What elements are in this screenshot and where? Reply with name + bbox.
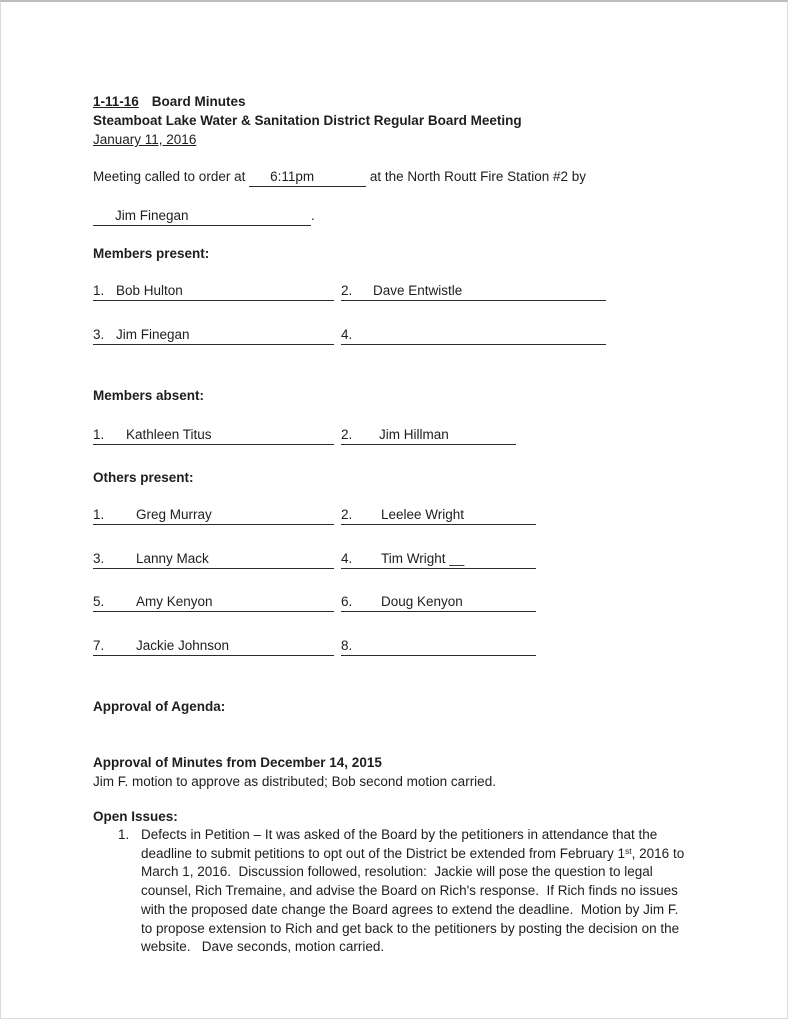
person-name: Doug Kenyon (381, 594, 463, 609)
row-number: 1. (93, 427, 105, 442)
person-name: Bob Hulton (116, 283, 183, 298)
open-issues-heading: Open Issues: (93, 809, 178, 824)
row-number: 1. (93, 507, 105, 522)
issue-text-part1: Defects in Petition – It was asked of the Board by the petitioners in attendance that the deadline to submit petitions to opt out of the District be extended from February 1 (141, 827, 662, 861)
chair-value: Jim Finegan (115, 208, 189, 223)
person-name: Jim Finegan (116, 327, 190, 342)
approval-minutes-heading: Approval of Minutes from December 14, 2015 (93, 755, 382, 770)
roster-slot (93, 425, 334, 445)
roster-slot (93, 281, 334, 301)
call-to-order-line-1 (93, 167, 691, 187)
person-name: Jackie Johnson (136, 638, 230, 653)
call-suffix: . (311, 208, 315, 223)
call-to-order-line-2 (93, 206, 691, 226)
row-number: 4. (341, 551, 353, 566)
roster-slot (341, 425, 516, 445)
roster-slot (93, 592, 334, 612)
others-present-heading: Others present: (93, 470, 194, 485)
approval-minutes-body: Jim F. motion to approve as distributed; Bob second motion carried. (93, 774, 496, 789)
members-absent-row-1 (93, 425, 691, 450)
roster-slot (93, 549, 334, 569)
others-present-row-2 (93, 549, 691, 574)
roster-slot (93, 636, 334, 656)
row-number: 2. (341, 427, 353, 442)
meeting-date: January 11, 2016 (93, 132, 197, 147)
person-name: Tim Wright __ (381, 551, 465, 566)
issue-text-part2: , 2016 to March 1, 2016. Discussion followed, resolution: Jackie will pose the question to legal counsel, Rich Tremaine, and advise the Board on Rich's response. If Rich finds no issues with the proposed date change the Board agrees to extend the deadline. Motion by Jim F. to propose extension to Rich and get back to the petitioners by posting the decision on the website. Dave seconds, motion carried. (141, 845, 688, 955)
members-present-row-2 (93, 325, 691, 350)
issue-text (141, 826, 693, 957)
roster-slot (341, 549, 536, 569)
chair-blank-field (93, 206, 311, 226)
title-text: Board Minutes (151, 94, 246, 109)
person-name: Amy Kenyon (136, 594, 213, 609)
roster-slot (341, 505, 536, 525)
row-number: 3. (93, 551, 105, 566)
members-present-heading: Members present: (93, 246, 210, 261)
roster-slot (341, 281, 606, 301)
open-issue-item-1 (93, 826, 691, 957)
row-number: 8. (341, 638, 353, 653)
roster-slot (93, 505, 334, 525)
row-number: 5. (93, 594, 105, 609)
approval-agenda-heading: Approval of Agenda: (93, 699, 226, 714)
ordinal-superscript: st (625, 845, 632, 856)
row-number: 7. (93, 638, 105, 653)
person-name: Jim Hillman (379, 427, 449, 442)
roster-slot (341, 592, 536, 612)
row-number: 2. (341, 283, 353, 298)
others-present-row-3 (93, 592, 691, 617)
subtitle: Steamboat Lake Water & Sanitation District Regular Board Meeting (93, 113, 522, 128)
row-number: 3. (93, 327, 105, 342)
members-present-row-1 (93, 281, 691, 306)
row-number: 1. (93, 283, 105, 298)
roster-slot (341, 636, 536, 656)
issue-number: 1. (118, 827, 130, 842)
row-number: 6. (341, 594, 353, 609)
roster-slot (93, 325, 334, 345)
title-date-code: 1-11-16 (93, 94, 139, 109)
person-name: Kathleen Titus (126, 427, 212, 442)
person-name: Lanny Mack (136, 551, 209, 566)
row-number: 4. (341, 327, 353, 342)
members-absent-heading: Members absent: (93, 388, 205, 403)
others-present-row-1 (93, 505, 691, 530)
roster-slot (341, 325, 606, 345)
others-present-row-4 (93, 636, 691, 661)
row-number: 2. (341, 507, 353, 522)
person-name: Dave Entwistle (373, 283, 463, 298)
call-prefix: Meeting called to order at (93, 169, 246, 184)
person-name: Leelee Wright (381, 507, 465, 522)
call-middle: at the North Routt Fire Station #2 by (369, 169, 586, 184)
time-blank-field (249, 167, 366, 187)
title-line (93, 92, 691, 111)
time-value: 6:11pm (270, 169, 315, 184)
person-name: Greg Murray (136, 507, 212, 522)
